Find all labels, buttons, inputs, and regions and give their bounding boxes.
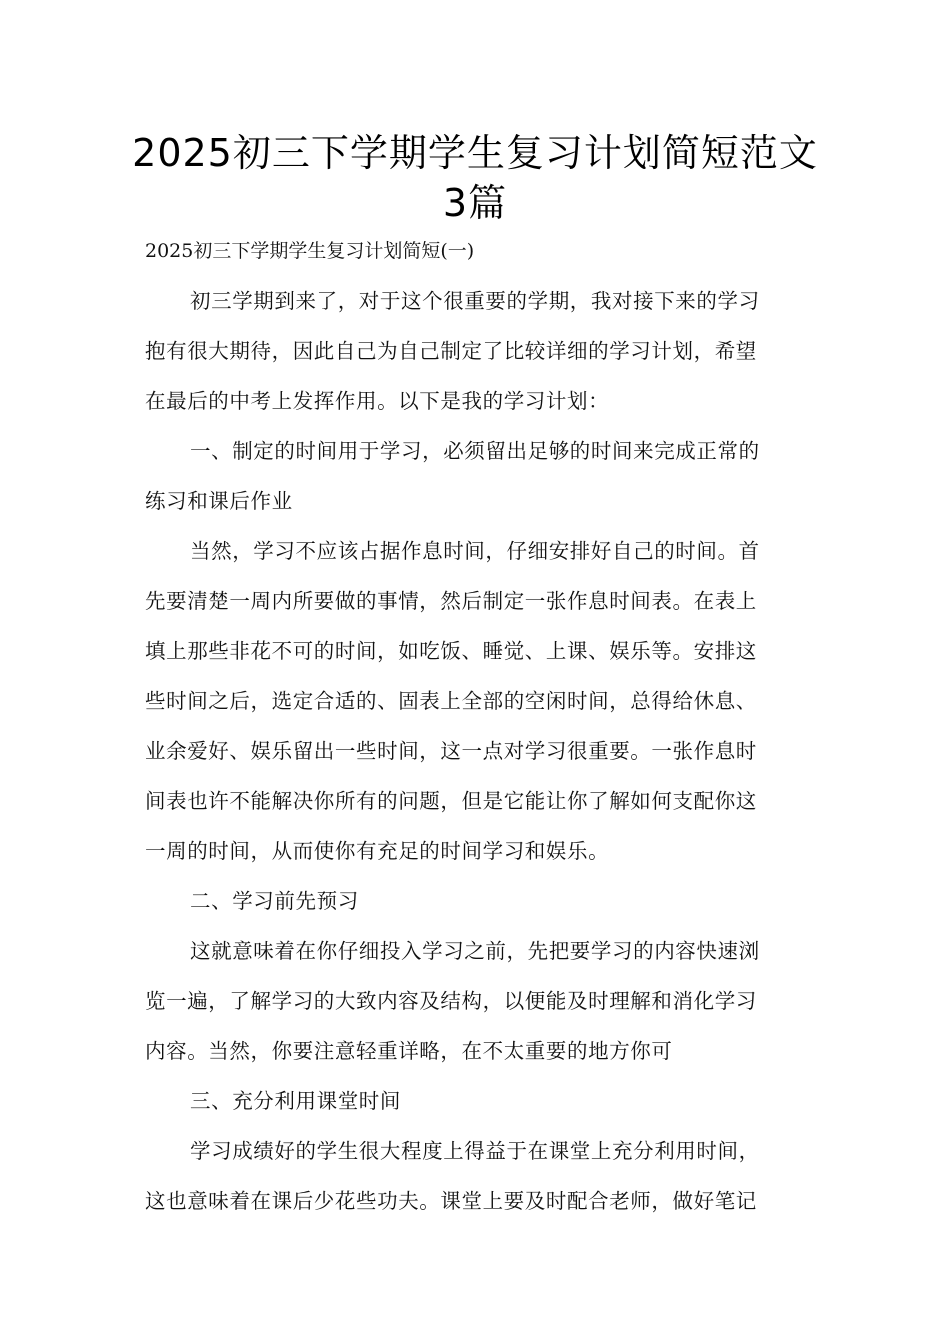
section-subtitle: 2025初三下学期学生复习计划简短(一) <box>145 240 475 262</box>
paragraph-line: 业余爱好、娱乐留出一些时间，这一点对学习很重要。一张作息时 <box>145 739 757 763</box>
paragraph-line: 内容。当然，你要注意轻重详略，在不太重要的地方你可 <box>145 1039 673 1063</box>
heading-line: 练习和课后作业 <box>145 489 293 513</box>
heading-line: 二、学习前先预习 <box>190 889 359 913</box>
paragraph-line: 学习成绩好的学生很大程度上得益于在课堂上充分利用时间， <box>190 1139 760 1163</box>
document-title-line-1: 2025初三下学期学生复习计划简短范文 <box>132 131 818 175</box>
paragraph-line: 这也意味着在课后少花些功夫。课堂上要及时配合老师，做好笔记 <box>145 1189 757 1213</box>
paragraph-line: 当然，学习不应该占据作息时间，仔细安排好自己的时间。首 <box>190 539 760 563</box>
paragraph-line: 填上那些非花不可的时间，如吃饭、睡觉、上课、娱乐等。安排这 <box>145 639 757 663</box>
paragraph-line: 间表也许不能解决你所有的问题，但是它能让你了解如何支配你这 <box>145 789 757 813</box>
paragraph-line: 览一遍，了解学习的大致内容及结构，以便能及时理解和消化学习 <box>145 989 757 1013</box>
paragraph-line: 先要清楚一周内所要做的事情，然后制定一张作息时间表。在表上 <box>145 589 757 613</box>
paragraph-line: 在最后的中考上发挥作用。以下是我的学习计划： <box>145 389 610 413</box>
paragraph-line: 一周的时间，从而使你有充足的时间学习和娱乐。 <box>145 839 610 863</box>
document-title-line-2: 3篇 <box>442 181 508 225</box>
paragraph-line: 些时间之后，选定合适的、固表上全部的空闲时间，总得给休息、 <box>145 689 757 713</box>
paragraph-line: 抱有很大期待，因此自己为自己制定了比较详细的学习计划，希望 <box>145 339 757 363</box>
heading-line: 三、充分利用课堂时间 <box>190 1089 401 1113</box>
heading-line: 一、制定的时间用于学习，必须留出足够的时间来完成正常的 <box>190 439 760 463</box>
paragraph-line: 这就意味着在你仔细投入学习之前，先把要学习的内容快速浏 <box>190 939 760 963</box>
paragraph-line: 初三学期到来了，对于这个很重要的学期，我对接下来的学习 <box>190 289 760 313</box>
